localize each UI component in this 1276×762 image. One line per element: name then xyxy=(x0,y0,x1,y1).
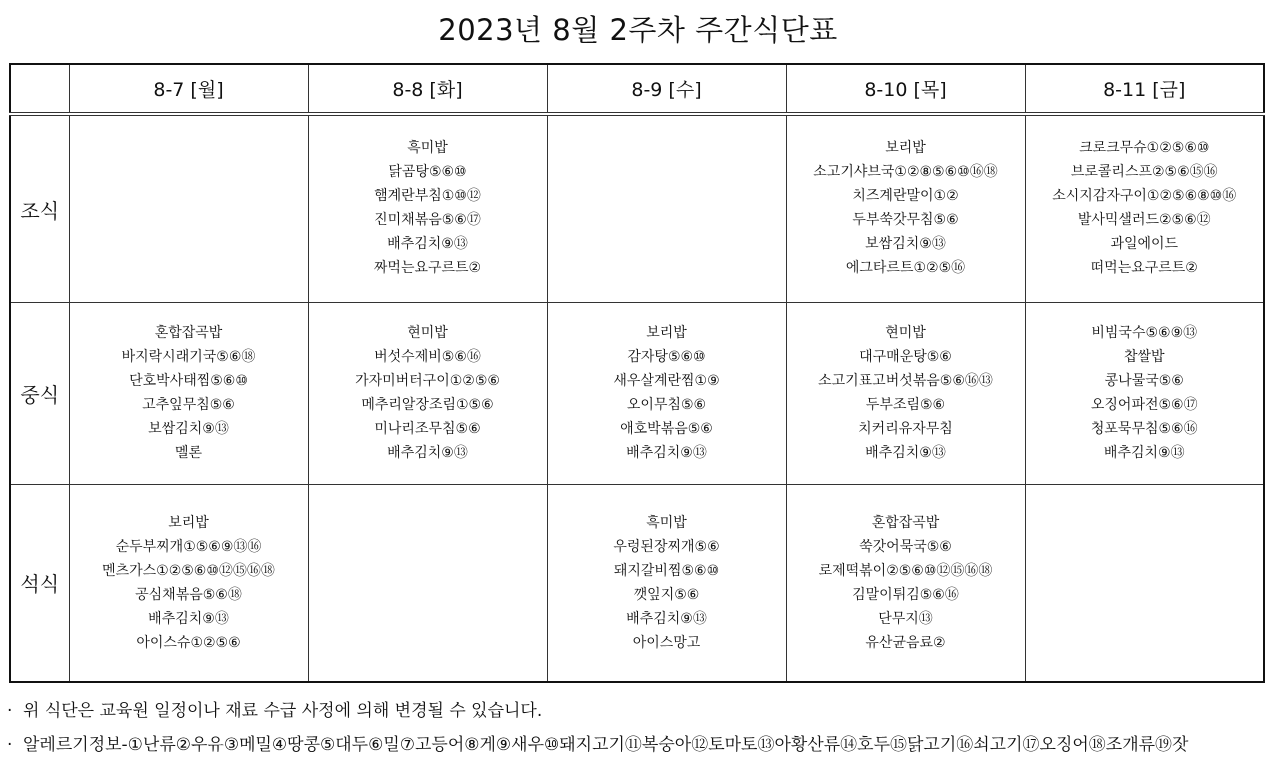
menu-item: 쑥갓어묵국⑤⑥ xyxy=(859,538,952,555)
allergy-info-line xyxy=(7,728,1269,762)
menu-cell xyxy=(308,484,547,682)
menu-item: 아이스망고 xyxy=(632,634,701,651)
menu-item: 찹쌀밥 xyxy=(1123,349,1165,366)
menu-item: 치즈계란말이①② xyxy=(852,188,959,204)
menu-item: 배추김치⑨⑬ xyxy=(387,445,468,462)
menu-item: 바지락시래기국⑤⑥⑱ xyxy=(121,349,256,366)
menu-item: 콩나물국⑤⑥ xyxy=(1104,373,1184,390)
dinner-row xyxy=(10,484,1264,682)
menu-item: 혼합잡곡밥 xyxy=(871,514,940,531)
menu-item: 배추김치⑨⑬ xyxy=(626,610,707,627)
menu-item: 깻잎지⑤⑥ xyxy=(633,586,700,603)
menu-item: 공심채볶음⑤⑥⑱ xyxy=(135,586,242,603)
menu-list xyxy=(70,485,308,655)
day-header: 8-8 [화] xyxy=(308,64,547,114)
menu-item: 소고기표고버섯볶음⑤⑥⑯⑬ xyxy=(818,373,993,390)
menu-item: 메추리알장조림①⑤⑥ xyxy=(361,397,494,414)
menu-cell xyxy=(308,114,547,303)
menu-item: 우렁된장찌개⑤⑥ xyxy=(613,538,720,555)
day-header: 8-10 [목] xyxy=(786,64,1025,114)
menu-item: 감자탕⑤⑥⑩ xyxy=(627,349,706,366)
menu-cell xyxy=(1025,303,1264,485)
menu-cell xyxy=(547,484,786,682)
menu-list xyxy=(548,116,786,136)
menu-item: 비빔국수⑤⑥⑨⑬ xyxy=(1091,325,1198,342)
menu-list xyxy=(1026,116,1264,280)
menu-item: 버섯수제비⑤⑥⑯ xyxy=(374,349,481,366)
menu-item: 과일에이드 xyxy=(1110,236,1179,252)
menu-item: 짜먹는요구르트② xyxy=(373,260,482,276)
menu-item: 햄계란부침①⑩⑫ xyxy=(374,188,481,204)
menu-cell xyxy=(69,303,308,485)
menu-item: 로제떡볶이②⑤⑥⑩⑫⑮⑯⑱ xyxy=(818,562,993,579)
notice-text: 위 식단은 교육원 일정이나 재료 수급 사정에 의해 변경될 수 있습니다. xyxy=(23,701,543,721)
menu-item: 새우살계란찜①⑨ xyxy=(613,373,720,390)
menu-item: 순두부찌개①⑤⑥⑨⑬⑯ xyxy=(115,538,262,555)
weekly-menu-table xyxy=(9,63,1265,683)
menu-item: 오징어파전⑤⑥⑰ xyxy=(1090,397,1198,414)
menu-item: 치커리유자무침 xyxy=(858,421,953,438)
menu-item: 흑미밥 xyxy=(407,140,448,156)
meal-label-breakfast: 조식 xyxy=(10,114,69,303)
day-header: 8-7 [월] xyxy=(69,64,308,114)
menu-list xyxy=(309,303,547,465)
menu-item: 닭곰탕⑤⑥⑩ xyxy=(388,164,467,180)
menu-cell xyxy=(547,114,786,303)
menu-item: 에그타르트①②⑤⑯ xyxy=(845,260,966,276)
bullet-mark: · xyxy=(7,701,13,721)
menu-item: 배추김치⑨⑬ xyxy=(1103,445,1185,462)
menu-item: 멘츠가스①②⑤⑥⑩⑫⑮⑯⑱ xyxy=(102,562,275,579)
menu-item: 보리밥 xyxy=(646,325,687,342)
menu-list xyxy=(548,485,786,655)
menu-cell xyxy=(1025,484,1264,682)
page-title: 2023년 8월 2주차 주간식단표 xyxy=(438,13,838,47)
menu-item: 현미밥 xyxy=(885,325,926,342)
menu-item: 미나리조무침⑤⑥ xyxy=(374,421,481,438)
menu-item: 소고기샤브국①②⑧⑤⑥⑩⑯⑱ xyxy=(813,164,998,180)
breakfast-row xyxy=(10,114,1264,303)
menu-item: 브로콜리스프②⑤⑥⑮⑯ xyxy=(1070,164,1218,180)
menu-item: 배추김치⑨⑬ xyxy=(387,236,468,252)
menu-item: 진미채볶음⑤⑥⑰ xyxy=(374,212,481,228)
table-header-row xyxy=(10,64,1264,114)
menu-item: 애호박볶음⑤⑥ xyxy=(620,421,713,438)
menu-list xyxy=(1026,303,1264,465)
menu-item: 돼지갈비찜⑤⑥⑩ xyxy=(613,562,720,579)
menu-list xyxy=(1026,485,1264,511)
notes-section xyxy=(7,694,1269,762)
meal-label-dinner: 석식 xyxy=(10,484,69,682)
menu-item: 김말이튀김⑤⑥⑯ xyxy=(852,586,959,603)
menu-list xyxy=(787,485,1025,655)
menu-item: 보리밥 xyxy=(168,514,209,531)
menu-list xyxy=(70,116,308,136)
meal-label-lunch: 중식 xyxy=(10,303,69,485)
menu-item: 보쌈김치⑨⑬ xyxy=(148,421,229,438)
menu-item: 발사믹샐러드②⑤⑥⑫ xyxy=(1077,212,1211,228)
menu-list xyxy=(70,303,308,465)
menu-item: 가자미버터구이①②⑤⑥ xyxy=(355,373,500,390)
menu-item: 두부쑥갓무침⑤⑥ xyxy=(852,212,959,228)
menu-cell xyxy=(547,303,786,485)
menu-cell xyxy=(786,484,1025,682)
menu-list xyxy=(309,116,547,280)
menu-item: 아이스슈①②⑤⑥ xyxy=(136,634,241,651)
menu-cell xyxy=(308,303,547,485)
menu-cell xyxy=(786,303,1025,485)
menu-item: 보쌈김치⑨⑬ xyxy=(865,236,946,252)
menu-item: 크로크무슈①②⑤⑥⑩ xyxy=(1079,140,1210,156)
day-header: 8-9 [수] xyxy=(547,64,786,114)
menu-item: 오이무침⑤⑥ xyxy=(626,397,707,414)
menu-item: 배추김치⑨⑬ xyxy=(626,445,707,462)
menu-item: 흑미밥 xyxy=(646,514,687,531)
bullet-mark: · xyxy=(7,735,13,755)
menu-item: 보리밥 xyxy=(885,140,926,156)
menu-item: 단무지⑬ xyxy=(878,610,933,627)
lunch-row xyxy=(10,303,1264,485)
menu-item: 소시지감자구이①②⑤⑥⑧⑩⑯ xyxy=(1052,188,1237,204)
menu-cell xyxy=(69,114,308,303)
menu-item: 떠먹는요구르트② xyxy=(1090,260,1198,276)
menu-list xyxy=(548,303,786,465)
corner-cell xyxy=(10,64,69,114)
menu-list xyxy=(309,485,547,511)
menu-item: 유산균음료② xyxy=(865,634,946,651)
menu-item: 혼합잡곡밥 xyxy=(154,325,223,342)
allergy-info-text: 알레르기정보-①난류②우유③메밀④땅콩⑤대두⑥밀⑦고등어⑧게⑨새우⑩돼지고기⑪복숭아⑫토마토⑬아황산류⑭호두⑮닭고기⑯쇠고기⑰오징어⑱조개류⑲잣 xyxy=(23,735,1189,755)
menu-cell xyxy=(69,484,308,682)
menu-item: 현미밥 xyxy=(407,325,448,342)
menu-item: 멜론 xyxy=(174,445,203,462)
menu-item: 단호박사태찜⑤⑥⑩ xyxy=(129,373,248,390)
menu-list xyxy=(787,303,1025,465)
menu-cell xyxy=(1025,114,1264,303)
day-header: 8-11 [금] xyxy=(1025,64,1264,114)
menu-item: 대구매운탕⑤⑥ xyxy=(859,349,952,366)
menu-item: 청포묵무침⑤⑥⑯ xyxy=(1090,421,1198,438)
menu-item: 배추김치⑨⑬ xyxy=(148,610,229,627)
menu-item: 두부조림⑤⑥ xyxy=(865,397,946,414)
notice-line xyxy=(7,694,1269,728)
menu-list xyxy=(787,116,1025,280)
menu-item: 배추김치⑨⑬ xyxy=(865,445,946,462)
menu-item: 고추잎무침⑤⑥ xyxy=(142,397,235,414)
menu-cell xyxy=(786,114,1025,303)
